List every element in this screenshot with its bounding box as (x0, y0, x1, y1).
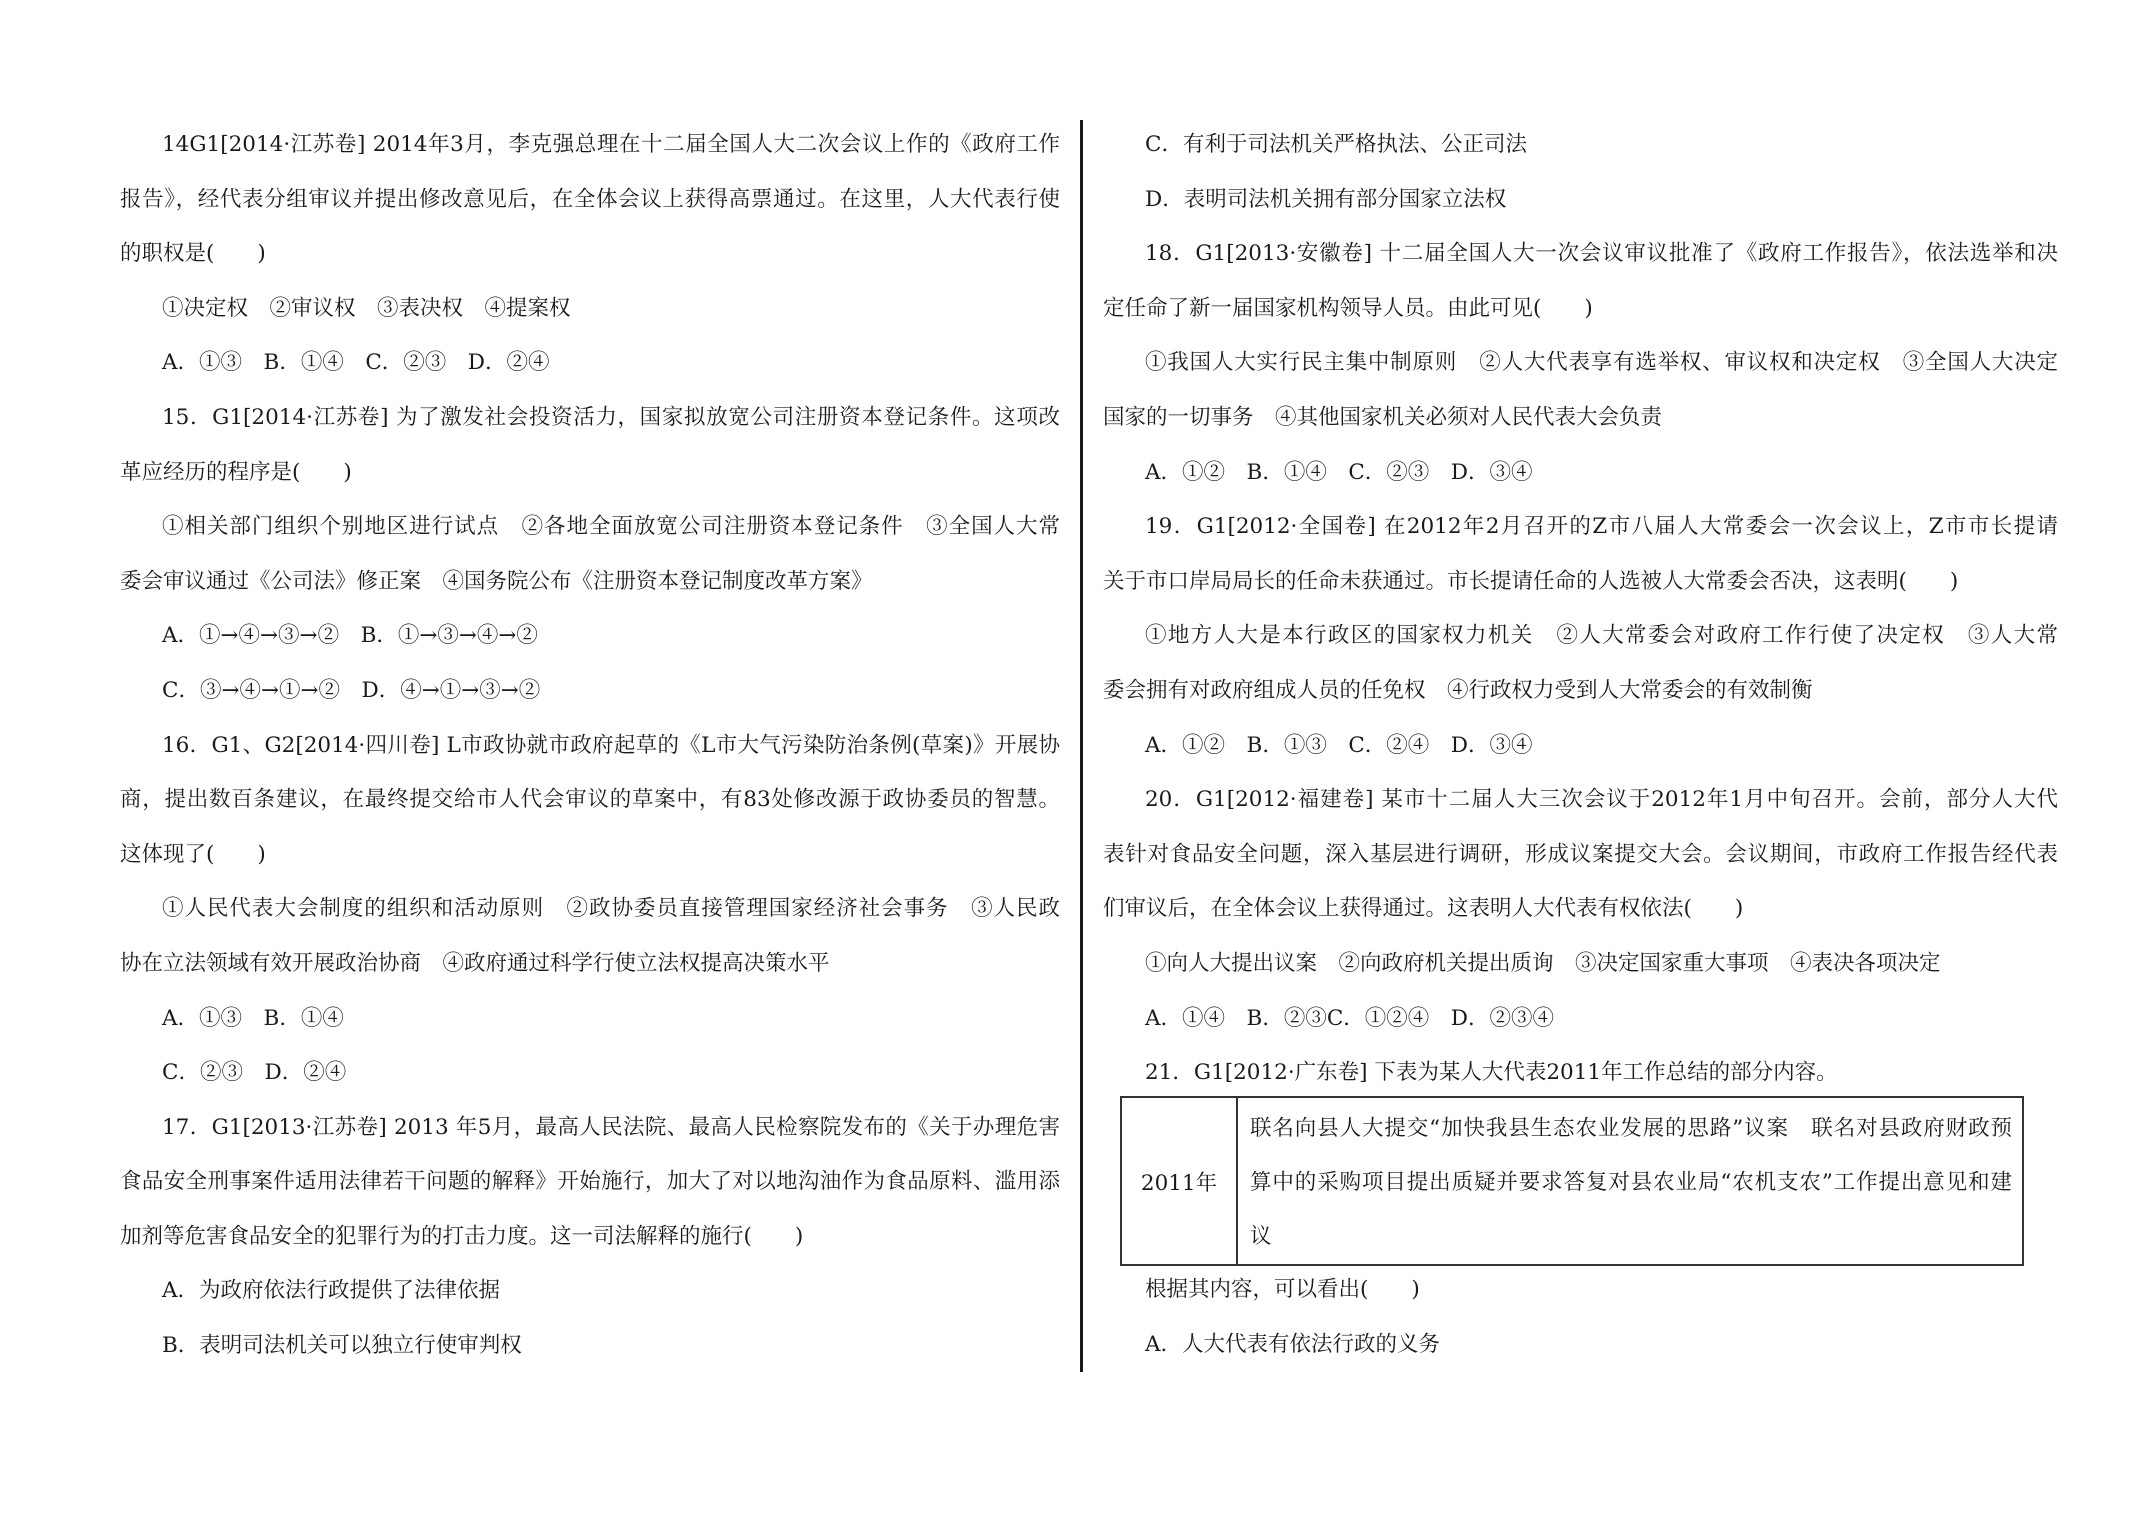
q14-stem-line-3: 的职权是( ) (120, 241, 266, 267)
q20-stem-line-3: 们审议后，在全体会议上获得通过。这表明人大代表有权依法( ) (1103, 896, 1744, 922)
table-content-line-1: 联名向县人大提交“加快我县生态农业发展的思路”议案 联名对县政府财政预 (1250, 1116, 2012, 1141)
q15-options-line-1: A．①→④→③→② B．①→③→④→② (162, 623, 538, 649)
q17-option-c: C．有利于司法机关严格执法、公正司法 (1145, 132, 1527, 157)
q18-statements-line-2: 国家的一切事务 ④其他国家机关必须对人民代表大会负责 (1103, 404, 1663, 430)
q16-options-line-1: A．①③ B．①④ (162, 1005, 344, 1031)
q17-stem-line-3: 加剂等危害食品安全的犯罪行为的打击力度。这一司法解释的施行( ) (120, 1223, 804, 1249)
q20-options: A．①④ B．②③C．①②④ D．②③④ (1145, 1005, 1555, 1031)
q16-options-line-2: C．②③ D．②④ (162, 1060, 347, 1086)
q15-statements-line-2: 委会审议通过《公司法》修正案 ④国务院公布《注册资本登记制度改革方案》 (120, 568, 873, 594)
q17-option-d: D．表明司法机关拥有部分国家立法权 (1145, 186, 1507, 212)
q19-statements-line-2: 委会拥有对政府组成人员的任免权 ④行政权力受到人大常委会的有效制衡 (1103, 677, 1813, 703)
q14-options: A．①③ B．①④ C．②③ D．②④ (162, 350, 550, 376)
q19-statements-line-1: ①地方人大是本行政区的国家权力机关 ②人大常委会对政府工作行使了决定权 ③人大常 (1145, 623, 2058, 649)
q21-option-a: A．人大代表有依法行政的义务 (1145, 1331, 1441, 1357)
q19-options: A．①② B．①③ C．②④ D．③④ (1145, 732, 1533, 758)
q15-stem-line-1: 15．G1[2014·江苏卷] 为了激发社会投资活力，国家拟放宽公司注册资本登记条件。这项改 (162, 404, 1060, 430)
q20-stem-line-2: 表针对食品安全问题，深入基层进行调研，形成议案提交大会。会议期间，市政府工作报告经代表 (1103, 841, 2058, 867)
q14-stem-line-1: 14G1[2014·江苏卷] 2014年3月，李克强总理在十二届全国人大二次会议上作的《政府工作 (162, 132, 1060, 157)
q15-statements-line-1: ①相关部门组织个别地区进行试点 ②各地全面放宽公司注册资本登记条件 ③全国人大常 (162, 514, 1060, 540)
q17-option-a: A．为政府依法行政提供了法律依据 (162, 1278, 501, 1304)
q17-stem-line-1: 17．G1[2013·江苏卷] 2013 年5月，最高人民法院、最高人民检察院发布的《关于办理危害 (162, 1114, 1060, 1140)
q20-statements: ①向人大提出议案 ②向政府机关提出质询 ③决定国家重大事项 ④表决各项决定 (1145, 950, 1941, 976)
q14-stem-line-2: 报告》，经代表分组审议并提出修改意见后，在全体会议上获得高票通过。在这里，人大代表行使 (120, 186, 1060, 212)
q18-statements-line-1: ①我国人大实行民主集中制原则 ②人大代表享有选举权、审议权和决定权 ③全国人大决定 (1145, 350, 2058, 376)
q17-option-b: B．表明司法机关可以独立行使审判权 (162, 1333, 522, 1359)
q21-intro: 21．G1[2012·广东卷] 下表为某人大代表2011年工作总结的部分内容。 (1145, 1060, 1838, 1086)
table-row (1121, 1097, 2023, 1265)
left-column (120, 118, 1060, 1374)
q16-statements-line-1: ①人民代表大会制度的组织和活动原则 ②政协委员直接管理国家经济社会事务 ③人民政 (162, 896, 1060, 922)
table-content-line-3: 议 (1250, 1224, 1272, 1249)
q19-stem-line-1: 19．G1[2012·全国卷] 在2012年2月召开的Z市八届人大常委会一次会议上，Z市市长提请 (1145, 514, 2058, 540)
right-column (1103, 118, 2058, 1101)
q21-question: 根据其内容，可以看出( ) (1145, 1277, 1420, 1302)
q16-stem-line-1: 16．G1、G2[2014·四川卷] L市政协就市政府起草的《L市大气污染防治条例(草案)》开展协 (162, 732, 1060, 758)
q20-stem-line-1: 20．G1[2012·福建卷] 某市十二届人大三次会议于2012年1月中旬召开。会前，部分人大代 (1145, 787, 2058, 813)
table-content-cell (1237, 1097, 2023, 1265)
q15-options-line-2: C．③→④→①→② D．④→①→③→② (162, 677, 541, 703)
work-summary-table (1120, 1096, 2024, 1266)
q15-stem-line-2: 革应经历的程序是( ) (120, 459, 352, 485)
q18-options: A．①② B．①④ C．②③ D．③④ (1145, 459, 1533, 485)
q18-stem-line-2: 定任命了新一届国家机构领导人员。由此可见( ) (1103, 295, 1593, 321)
q16-statements-line-2: 协在立法领域有效开展政治协商 ④政府通过科学行使立法权提高决策水平 (120, 950, 830, 976)
q14-statements: ①决定权 ②审议权 ③表决权 ④提案权 (162, 295, 571, 321)
q17-stem-line-2: 食品安全刑事案件适用法律若干问题的解释》开始施行，加大了对以地沟油作为食品原料、滥用添 (120, 1169, 1060, 1195)
q18-stem-line-1: 18．G1[2013·安徽卷] 十二届全国人大一次会议审议批准了《政府工作报告》，依法选举和决 (1145, 241, 2058, 267)
q21-after-table (1103, 1263, 2058, 1372)
q16-stem-line-3: 这体现了( ) (120, 841, 266, 867)
column-divider (1080, 120, 1083, 1372)
table-year-cell: 2011年 (1121, 1097, 1237, 1265)
q19-stem-line-2: 关于市口岸局局长的任命未获通过。市长提请任命的人选被人大常委会否决，这表明( ) (1103, 568, 1959, 594)
q16-stem-line-2: 商，提出数百条建议，在最终提交给市人代会审议的草案中，有83处修改源于政协委员的智慧。 (120, 787, 1060, 813)
table-content-line-2: 算中的采购项目提出质疑并要求答复对县农业局“农机支农”工作提出意见和建 (1250, 1170, 2012, 1195)
